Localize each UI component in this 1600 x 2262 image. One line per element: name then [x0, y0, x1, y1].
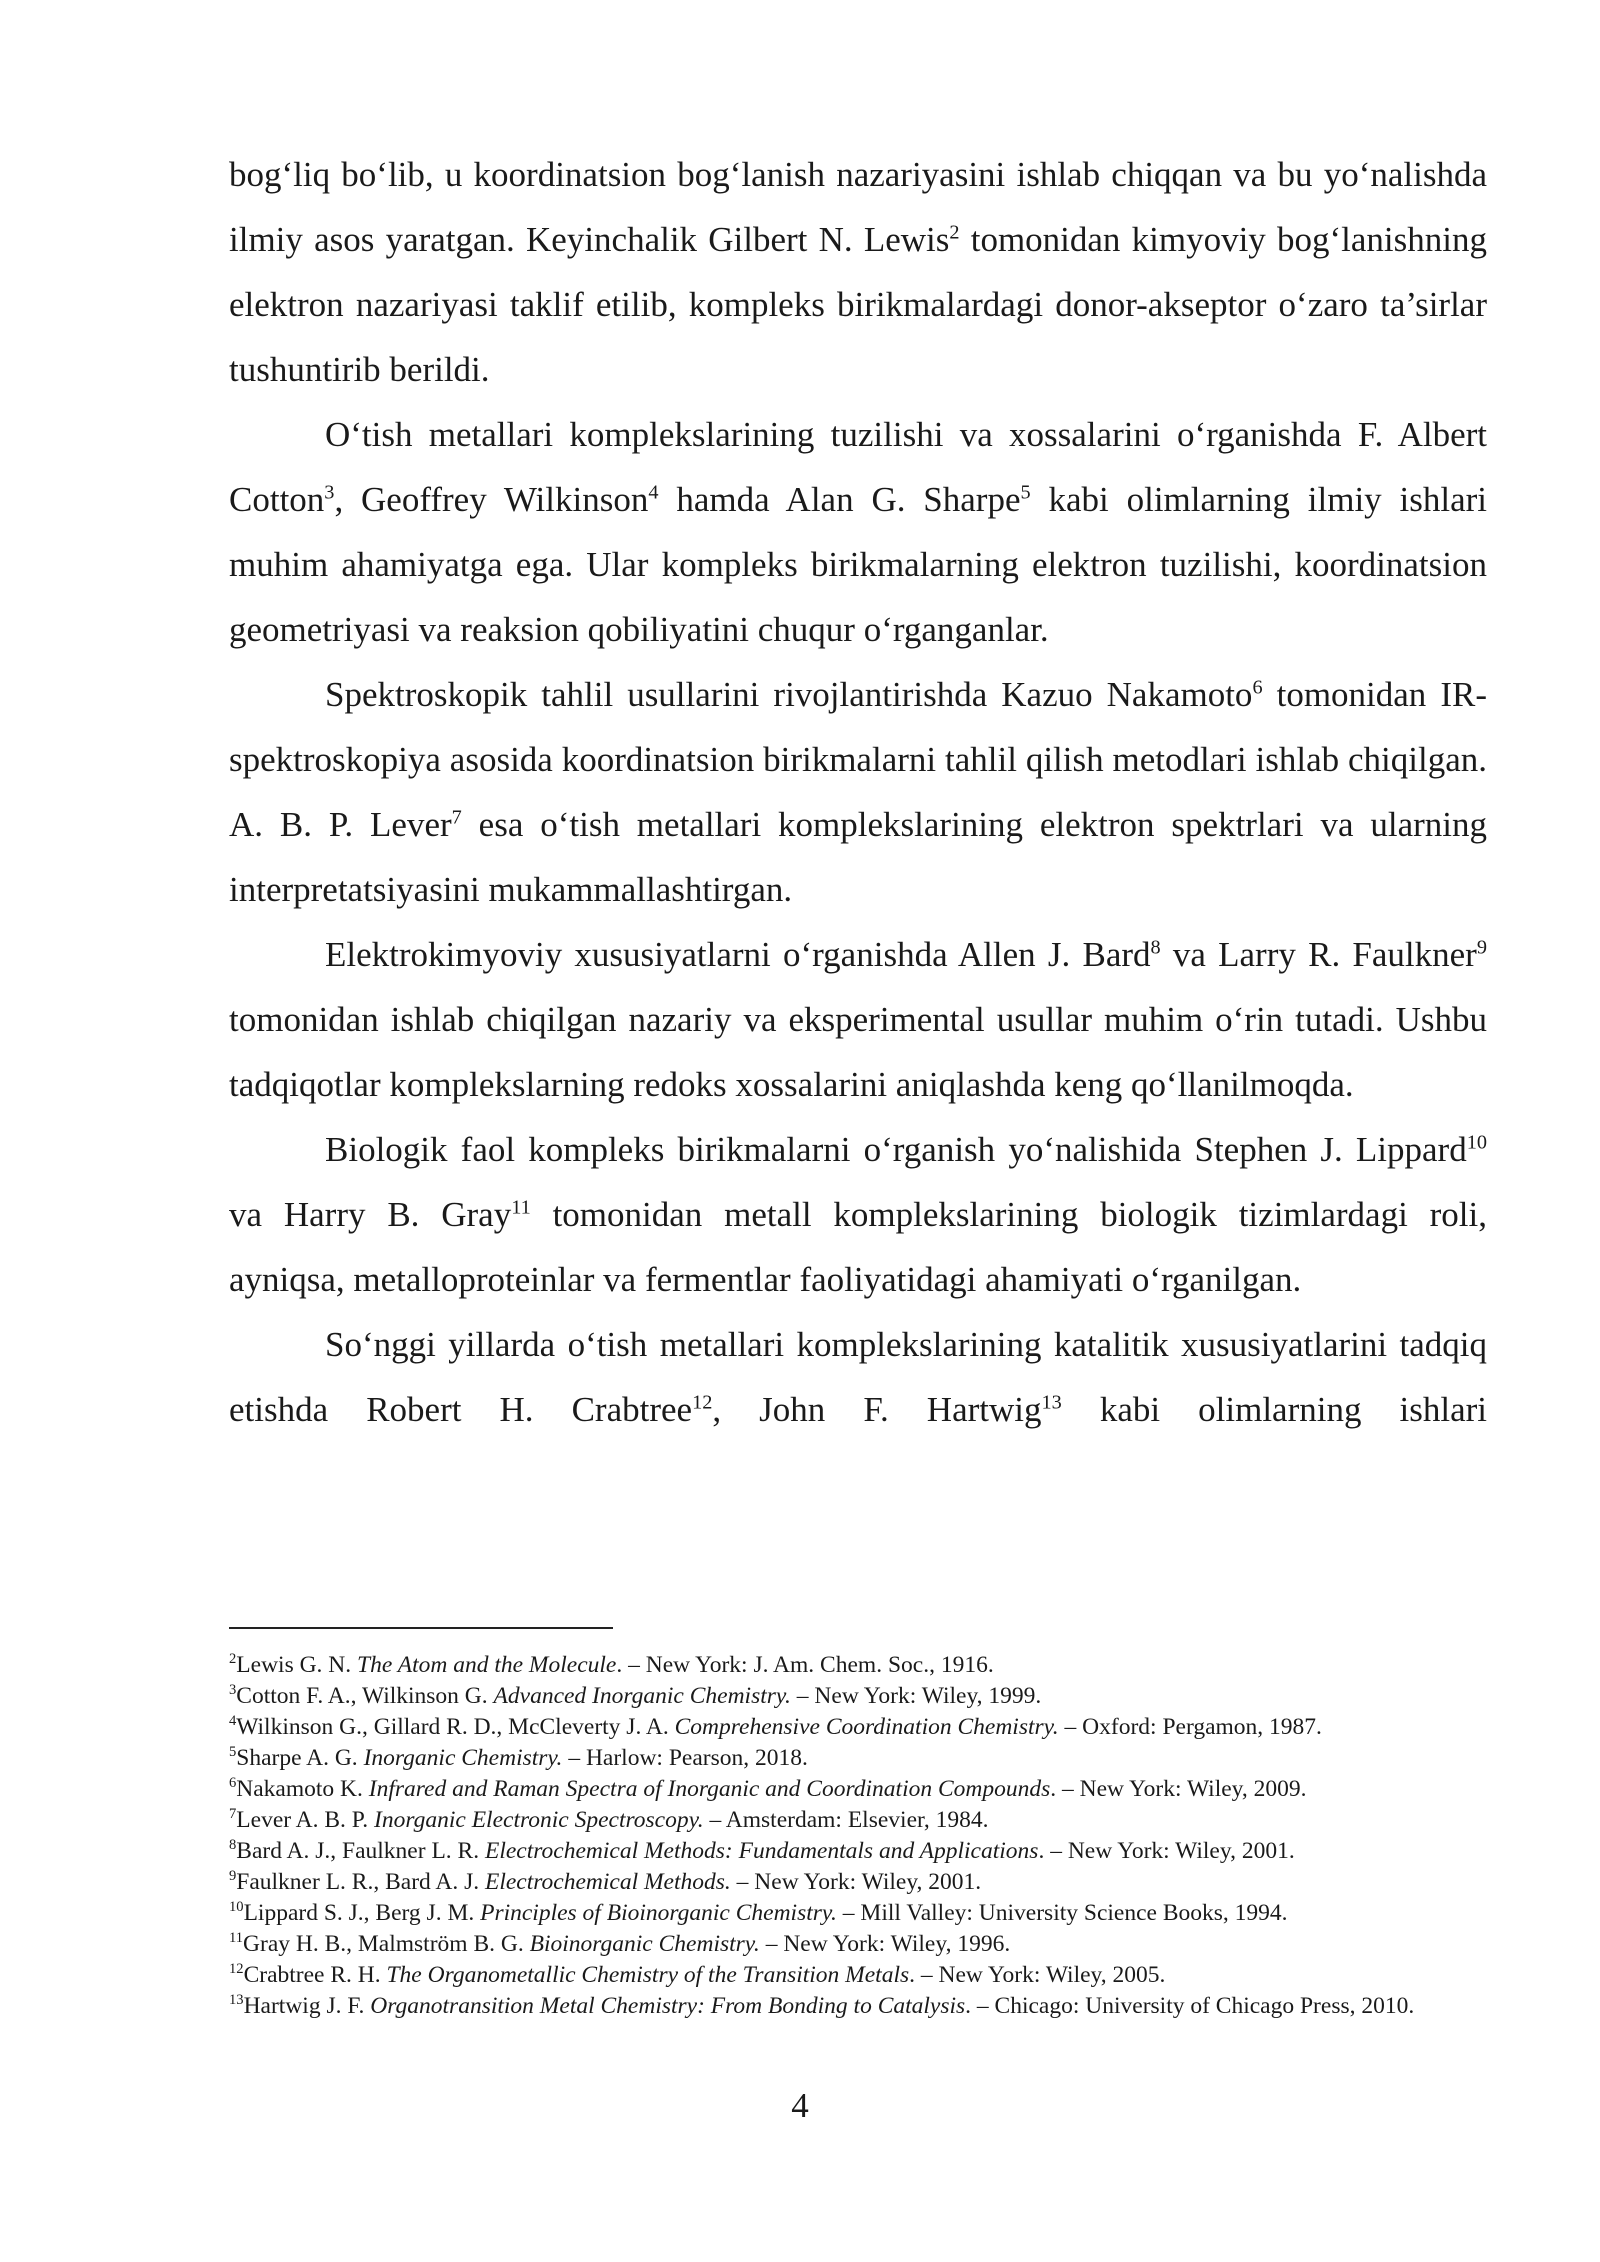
- footnote: [229, 1898, 1487, 1929]
- footnote-title: The Organometallic Chemistry of the Transition Metals: [386, 1962, 910, 1988]
- footnote-number: 13: [229, 1992, 244, 2009]
- paragraph-text: , Geoffrey Wilkinson: [334, 480, 649, 519]
- footnote-author: Gray H. B., Malmström B. G.: [243, 1931, 530, 1957]
- paragraph: [229, 1312, 1487, 1442]
- footnote-title: Bioinorganic Chemistry.: [529, 1931, 760, 1957]
- footnote-separator: [229, 1627, 613, 1629]
- footnote: [229, 1991, 1487, 2022]
- footnotes: [229, 1650, 1487, 2022]
- footnote: [229, 1867, 1487, 1898]
- paragraph-text: kabi olimlarning ilmiy ishlari muhim ahamiyatga ega. Ular kompleks birikmalarning elektron tuzilishi, koordinatsion geometriyasi va reaksion qobiliyatini chuqur o‘rganganlar.: [229, 480, 1487, 649]
- footnote-number: 11: [229, 1930, 244, 1947]
- footnote: [229, 1650, 1487, 1681]
- paragraph-text: tomonidan metall komplekslarining biologik tizimlardagi roli, ayniqsa, metalloproteinlar va fermentlar faoliyatidagi ahamiyati o‘rganilgan.: [229, 1195, 1487, 1299]
- paragraph: [229, 1117, 1487, 1312]
- footnote-number: 6: [229, 1775, 237, 1792]
- paragraph-text: esa o‘tish metallari komplekslarining elektron spektrlari va ularning interpretatsiyasini mukammallashtirgan.: [229, 805, 1487, 909]
- footnote-reference[interactable]: 11: [511, 1196, 531, 1219]
- footnote-author: Lippard S. J., Berg J. M.: [243, 1900, 481, 1926]
- footnote-publication: – Mill Valley: University Science Books, 1994.: [836, 1900, 1288, 1926]
- footnote-title: The Atom and the Molecule: [357, 1652, 617, 1678]
- paragraph-text: So‘nggi yillarda o‘tish metallari komplekslarining katalitik xususiyatlarini tadqiq etishda Robert H. Crabtree: [229, 1325, 1487, 1429]
- footnote-title: Electrochemical Methods: Fundamentals and Applications: [484, 1838, 1039, 1864]
- paragraph-text: hamda Alan G. Sharpe: [658, 480, 1021, 519]
- paragraph-text: O‘tish metallari komplekslarining tuzilishi va xossalarini o‘rganishda F. Albert Cotton: [229, 415, 1487, 519]
- paragraph-text: tomonidan ishlab chiqilgan nazariy va eksperimental usullar muhim o‘rin tutadi. Ushbu tadqiqotlar komplekslarning redoks xossalarini aniqlashda keng qo‘llanilmoqda.: [229, 1000, 1487, 1104]
- paragraph-text: Spektroskopik tahlil usullarini rivojlantirishda Kazuo Nakamoto: [325, 675, 1253, 714]
- footnote-author: Faulkner L. R., Bard A. J.: [236, 1869, 485, 1895]
- footnote-number: 3: [229, 1682, 237, 1699]
- footnote-number: 12: [229, 1961, 244, 1978]
- footnote-author: Wilkinson G., Gillard R. D., McCleverty J. A.: [236, 1714, 675, 1740]
- paragraph-text: Elektrokimyoviy xususiyatlarni o‘rganishda Allen J. Bard: [325, 935, 1151, 974]
- footnote-publication: . – New York: J. Am. Chem. Soc., 1916.: [616, 1652, 994, 1678]
- footnote: [229, 1743, 1487, 1774]
- footnote-title: Comprehensive Coordination Chemistry.: [674, 1714, 1059, 1740]
- footnote-number: 2: [229, 1651, 237, 1668]
- footnote-publication: – New York: Wiley, 2001.: [730, 1869, 982, 1895]
- footnote-title: Advanced Inorganic Chemistry.: [493, 1683, 791, 1709]
- footnote-reference[interactable]: 12: [692, 1391, 713, 1414]
- footnote-publication: – New York: Wiley, 1996.: [759, 1931, 1011, 1957]
- footnote-author: Cotton F. A., Wilkinson G.: [236, 1683, 494, 1709]
- paragraph-text: tomonidan IR-spektroskopiya asosida koordinatsion birikmalarni tahlil qilish metodlari ishlab chiqilgan. A. B. P. Lever: [229, 675, 1487, 844]
- footnote-author: Bard A. J., Faulkner L. R.: [236, 1838, 485, 1864]
- paragraph: [229, 402, 1487, 662]
- footnote-author: Crabtree R. H.: [243, 1962, 387, 1988]
- footnote-author: Sharpe A. G.: [236, 1745, 364, 1771]
- paragraph: [229, 142, 1487, 402]
- footnote-publication: – Harlow: Pearson, 2018.: [562, 1745, 808, 1771]
- footnote-reference[interactable]: 10: [1466, 1131, 1487, 1154]
- footnote-author: Lewis G. N.: [236, 1652, 358, 1678]
- footnote-author: Hartwig J. F.: [243, 1993, 371, 2019]
- footnote-title: Organotransition Metal Chemistry: From Bonding to Catalysis: [370, 1993, 966, 2019]
- footnote-title: Inorganic Electronic Spectroscopy.: [374, 1807, 704, 1833]
- footnote-reference[interactable]: 9: [1476, 936, 1487, 959]
- paragraph: [229, 922, 1487, 1117]
- footnote-title: Infrared and Raman Spectra of Inorganic and Coordination Compounds: [368, 1776, 1051, 1802]
- body-text: [229, 142, 1487, 1442]
- footnote-publication: . – New York: Wiley, 2001.: [1038, 1838, 1295, 1864]
- footnote-reference[interactable]: 13: [1041, 1391, 1062, 1414]
- paragraph-text: Biologik faol kompleks birikmalarni o‘rganish yo‘nalishida Stephen J. Lippard: [325, 1130, 1467, 1169]
- footnote-reference[interactable]: 7: [451, 806, 462, 829]
- footnote-publication: . – New York: Wiley, 2005.: [909, 1962, 1166, 1988]
- footnote: [229, 1681, 1487, 1712]
- paragraph-text: , John F. Hartwig: [712, 1390, 1042, 1429]
- footnote-reference[interactable]: 3: [324, 481, 335, 504]
- footnote-number: 4: [229, 1713, 237, 1730]
- footnote-publication: – New York: Wiley, 1999.: [790, 1683, 1042, 1709]
- footnote-publication: – Oxford: Pergamon, 1987.: [1058, 1714, 1322, 1740]
- footnote-number: 7: [229, 1806, 237, 1823]
- footnote: [229, 1712, 1487, 1743]
- page-number: 4: [791, 2086, 809, 2125]
- footnote: [229, 1774, 1487, 1805]
- paragraph-text: kabi olimlarning ishlari: [1061, 1390, 1487, 1429]
- footnote: [229, 1805, 1487, 1836]
- footnote-reference[interactable]: 5: [1020, 481, 1031, 504]
- footnote: [229, 1960, 1487, 1991]
- footnote-number: 5: [229, 1744, 237, 1761]
- footnote: [229, 1836, 1487, 1867]
- footnote: [229, 1929, 1487, 1960]
- paragraph-text: va Larry R. Faulkner: [1160, 935, 1477, 974]
- footnote-reference[interactable]: 4: [648, 481, 659, 504]
- footnote-title: Principles of Bioinorganic Chemistry.: [480, 1900, 837, 1926]
- footnote-number: 8: [229, 1837, 237, 1854]
- footnote-publication: . – Chicago: University of Chicago Press, 2010.: [965, 1993, 1415, 2019]
- paragraph-text: tomonidan kimyoviy bog‘lanishning elektron nazariyasi taklif etilib, kompleks birikmalardagi donor-akseptor o‘zaro ta’sirlar tushuntirib berildi.: [229, 220, 1487, 389]
- footnote-number: 10: [229, 1899, 244, 1916]
- footnote-number: 9: [229, 1868, 237, 1885]
- paragraph: [229, 662, 1487, 922]
- footnote-reference[interactable]: 2: [949, 221, 960, 244]
- footnote-reference[interactable]: 6: [1252, 676, 1263, 699]
- paragraph-text: bog‘liq bo‘lib, u koordinatsion bog‘lanish nazariyasini ishlab chiqqan va bu yo‘nalishda ilmiy asos yaratgan. Keyinchalik Gilbert N. Lewis: [229, 155, 1487, 259]
- footnote-title: Inorganic Chemistry.: [363, 1745, 563, 1771]
- footnote-title: Electrochemical Methods.: [484, 1869, 731, 1895]
- footnote-reference[interactable]: 8: [1150, 936, 1161, 959]
- footnote-publication: . – New York: Wiley, 2009.: [1050, 1776, 1307, 1802]
- footnote-author: Nakamoto K.: [236, 1776, 369, 1802]
- footnote-author: Lever A. B. P.: [236, 1807, 375, 1833]
- footnote-publication: – Amsterdam: Elsevier, 1984.: [703, 1807, 989, 1833]
- paragraph-text: va Harry B. Gray: [229, 1195, 512, 1234]
